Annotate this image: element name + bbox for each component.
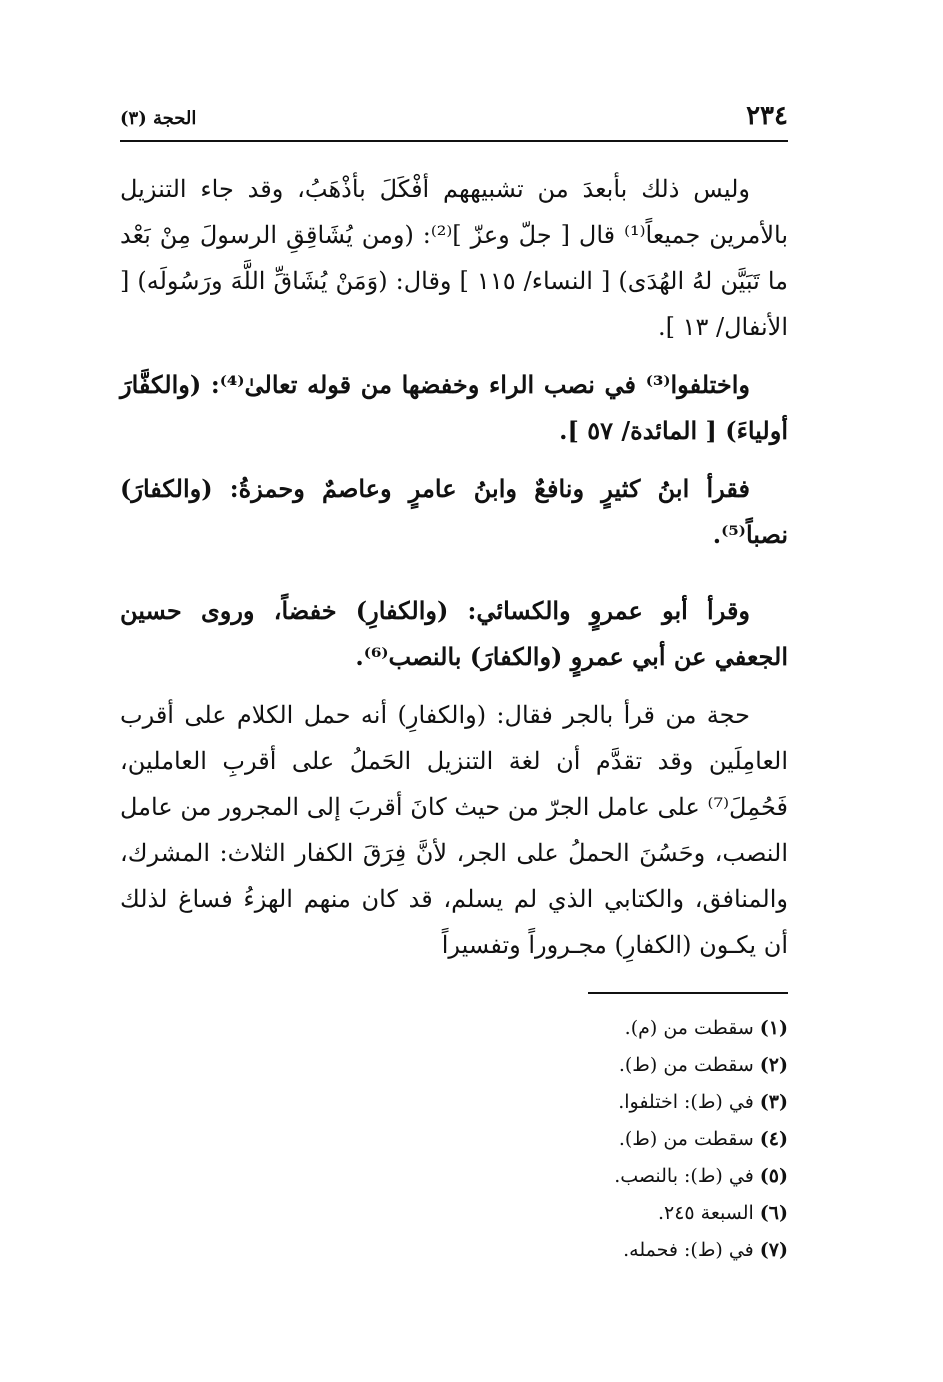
footnote-item	[120, 1232, 788, 1269]
footnotes	[120, 1010, 788, 1269]
main-text	[120, 166, 788, 980]
footnote-number: (٣)	[759, 1091, 788, 1113]
footnote-text: سقطت من (ط).	[618, 1054, 754, 1076]
footnote-text: في (ط): فحمله.	[623, 1239, 754, 1261]
footnote-item	[120, 1010, 788, 1047]
header-divider	[120, 140, 788, 142]
footnote-number: (٧)	[759, 1239, 788, 1261]
footnote-number: (٦)	[759, 1202, 788, 1224]
page-number: ٢٣٤	[746, 101, 788, 131]
paragraph-2: واختلفوا⁽³⁾ في نصب الراء وخفضها من قوله تعالىٰ⁽⁴⁾: (والكفَّارَ أولياءَ) [ المائدة/ ٥٧ ].	[120, 370, 788, 445]
footnote-text: سقطت من (م).	[624, 1017, 754, 1039]
footnote-text: سقطت من (ط).	[618, 1128, 754, 1150]
page-header	[120, 96, 788, 142]
footnote-item	[120, 1047, 788, 1084]
footnote-item	[120, 1195, 788, 1232]
footnote-text: السبعة ٢٤٥.	[657, 1202, 754, 1224]
running-title: الحجة (٣)	[120, 108, 197, 129]
footnote-number: (١)	[759, 1017, 788, 1039]
paragraph-4: وقرأ أبو عمروٍ والكسائي: (والكفارِ) خفضاً، وروى حسين الجعفي عن أبي عمروٍ (والكفارَ) بالنصب⁽⁶⁾.	[120, 596, 788, 671]
footnote-number: (٤)	[759, 1128, 788, 1150]
paragraph-1: وليس ذلك بأبعدَ من تشبيههم أفْكَلَ بأذْهَبُ، وقد جاء التنزيل بالأمرين جميعاً⁽¹⁾ قال [ جلّ وعزّ ]⁽²⁾: (ومن يُشَاقِقِ الرسولَ مِنْ بَعْد ما تَبَيَّن لهُ الهُدَى) [ النساء/ ١١٥ ] وقال: (وَمَنْ يُشَاقِّ اللَّهَ ورَسُولَه) [ الأنفال/ ١٣ ].	[120, 175, 789, 341]
paragraph-3: فقرأ ابنُ كثيرٍ ونافعٌ وابنُ عامرٍ وعاصمٌ وحمزةُ: (والكفارَ) نصباً⁽⁵⁾.	[120, 474, 788, 549]
footnote-number: (٢)	[759, 1054, 788, 1076]
footnote-text: في (ط): اختلفوا.	[618, 1091, 754, 1113]
footnote-item	[120, 1158, 788, 1195]
footnote-item	[120, 1084, 788, 1121]
footnote-number: (٥)	[759, 1165, 788, 1187]
footnote-item	[120, 1121, 788, 1158]
footnote-divider	[588, 992, 788, 994]
footnote-text: في (ط): بالنصب.	[614, 1165, 754, 1187]
paragraph-5: حجة من قرأ بالجر فقال: (والكفارِ) أنه حمل الكلام على أقرب العامِلَين وقد تقدَّم أن لغة التنزيل الحَملُ على أقربِ العاملين، فَحُمِلَ⁽⁷⁾ على عامل الجرّ من حيث كانَ أقربَ إلى المجرور من عامل النصب، وحَسُنَ الحملُ على الجر، لأنَّ فِرَقَ الكفار الثلاث: المشرك، والمنافق، والكتابي الذي لم يسلم، قد كان منهم الهزءُ فساغ لذلك أن يكـون (الكفارِ) مجـروراً وتفسيراً	[120, 701, 789, 959]
